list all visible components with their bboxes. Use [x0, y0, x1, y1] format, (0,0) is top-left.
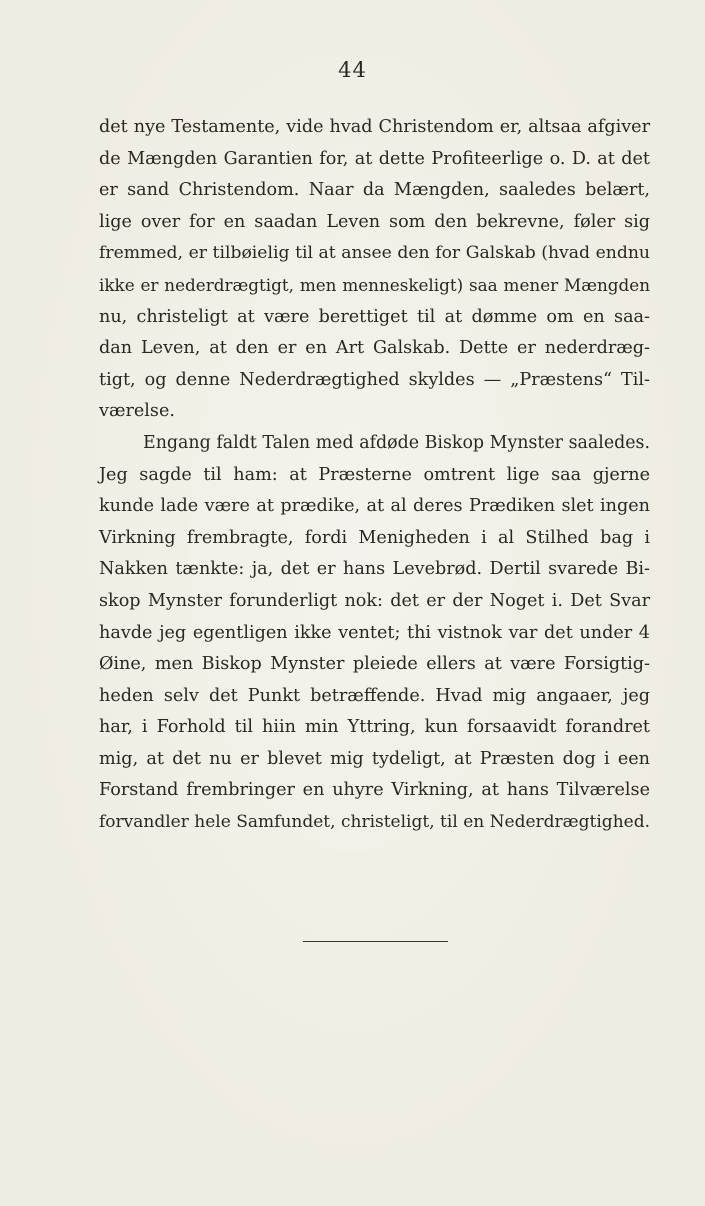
text-line: er sand Christendom. Naar da Mængden, saaledes belært,: [99, 180, 650, 201]
text-line: havde jeg egentligen ikke ventet; thi vistnok var det under 4: [99, 622, 650, 643]
text-line: det nye Testamente, vide hvad Christendom er, altsaa afgiver: [99, 117, 650, 137]
text-line: ikke er nederdrægtigt, men menneskeligt) saa mener Mængden: [99, 274, 650, 295]
page-number: 44: [338, 58, 367, 82]
text-line: Øine, men Biskop Mynster pleiede ellers at være Forsigtig-: [99, 654, 650, 675]
text-line: fremmed, er tilbøielig til at ansee den for Galskab (hvad endnu: [99, 243, 650, 264]
text-line: skop Mynster forunderligt nok: det er der Noget i. Det Svar: [99, 590, 650, 611]
section-divider: [303, 941, 448, 942]
text-line: lige over for en saadan Leven som den bekrevne, føler sig: [99, 211, 650, 232]
text-line: tigt, og denne Nederdrægtighed skyldes — „Præstens“ Til-: [99, 369, 650, 390]
text-line: Engang faldt Talen med afdøde Biskop Mynster saaledes.: [143, 432, 650, 453]
text-line: Jeg sagde til ham: at Præsterne omtrent lige saa gjerne: [99, 464, 650, 485]
text-line: Forstand frembringer en uhyre Virkning, at hans Tilværelse: [99, 780, 650, 801]
text-line: Virkning frembragte, fordi Menigheden i al Stilhed bag i: [99, 527, 650, 548]
text-line: heden selv det Punkt betræffende. Hvad mig angaaer, jeg: [99, 685, 650, 706]
text-line: kunde lade være at prædike, at al deres Prædiken slet ingen: [99, 496, 650, 517]
text-line: værelse.: [99, 401, 175, 422]
text-line: mig, at det nu er blevet mig tydeligt, at Præsten dog i een: [99, 748, 650, 769]
text-line: de Mængden Garantien for, at dette Profiteerlige o. D. at det: [99, 148, 650, 169]
text-line: dan Leven, at den er en Art Galskab. Dette er nederdræg-: [99, 338, 650, 359]
body-text: [99, 112, 650, 839]
text-line: har, i Forhold til hiin min Yttring, kun forsaavidt forandret: [99, 717, 650, 738]
text-line: nu, christeligt at være berettiget til at dømme om en saa-: [99, 306, 650, 327]
text-line: forvandler hele Samfundet, christeligt, til en Nederdrægtighed.: [99, 812, 650, 833]
text-line: Nakken tænkte: ja, det er hans Levebrød. Dertil svarede Bi-: [99, 559, 650, 580]
